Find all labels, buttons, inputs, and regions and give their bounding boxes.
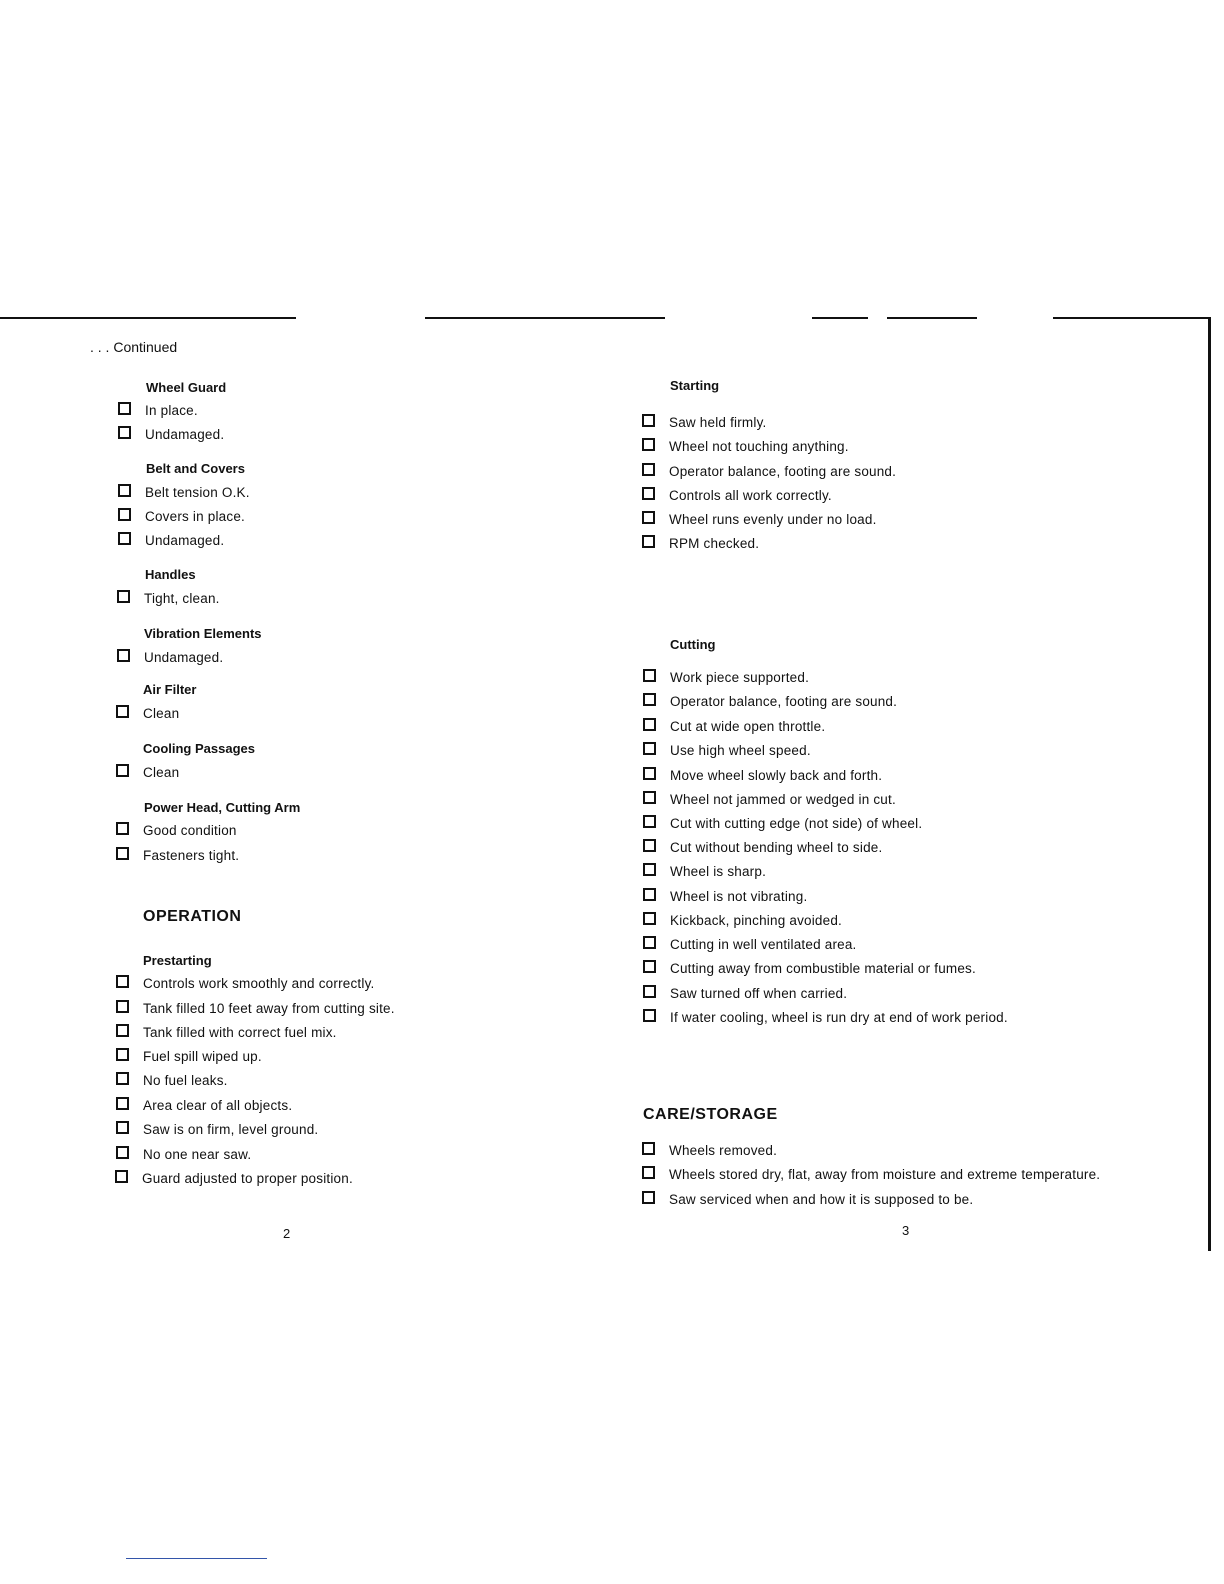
checkbox[interactable]	[116, 1048, 129, 1061]
checklist-item: Controls all work correctly.	[642, 488, 832, 503]
checklist-item: Wheel not touching anything.	[642, 439, 849, 454]
checklist-item: Clean	[116, 706, 179, 721]
checkbox[interactable]	[643, 985, 656, 998]
top-rule-1	[0, 317, 296, 319]
checkbox[interactable]	[643, 863, 656, 876]
checklist-item: Operator balance, footing are sound.	[642, 464, 896, 479]
heading-air-filter: Air Filter	[143, 682, 197, 697]
checkbox[interactable]	[118, 532, 131, 545]
heading-prestarting: Prestarting	[143, 953, 212, 968]
page-number-left: 2	[283, 1226, 291, 1241]
checklist-item: Covers in place.	[118, 509, 245, 524]
checkbox[interactable]	[643, 815, 656, 828]
checkbox[interactable]	[118, 508, 131, 521]
checklist-item: RPM checked.	[642, 536, 759, 551]
checkbox[interactable]	[643, 1009, 656, 1022]
section-operation: OPERATION	[143, 908, 242, 925]
checklist-item: Tight, clean.	[117, 591, 220, 606]
checklist-item: Move wheel slowly back and forth.	[643, 768, 882, 783]
checklist-item: No one near saw.	[116, 1147, 251, 1162]
top-rule-2	[425, 317, 665, 319]
checkbox[interactable]	[115, 1170, 128, 1183]
checkbox[interactable]	[118, 426, 131, 439]
checklist-item: Cut with cutting edge (not side) of wheel.	[643, 816, 922, 831]
checkbox[interactable]	[643, 888, 656, 901]
checkbox[interactable]	[116, 1097, 129, 1110]
checkbox[interactable]	[643, 767, 656, 780]
checklist-item: Kickback, pinching avoided.	[643, 913, 842, 928]
checklist-item: Operator balance, footing are sound.	[643, 694, 897, 709]
heading-belt-covers: Belt and Covers	[146, 461, 245, 476]
checklist-item: Clean	[116, 765, 179, 780]
checklist-item: Fuel spill wiped up.	[116, 1049, 262, 1064]
checklist-item: Fasteners tight.	[116, 848, 239, 863]
checkbox[interactable]	[116, 1000, 129, 1013]
continued-label: . . . Continued	[90, 339, 178, 355]
top-rule-3	[812, 317, 868, 319]
heading-wheel-guard: Wheel Guard	[146, 380, 227, 395]
checkbox[interactable]	[116, 822, 129, 835]
checklist-item: Undamaged.	[117, 650, 223, 665]
checkbox[interactable]	[642, 1142, 655, 1155]
top-rule-5	[1053, 317, 1211, 319]
checkbox[interactable]	[643, 839, 656, 852]
checkbox[interactable]	[643, 936, 656, 949]
checkbox[interactable]	[643, 912, 656, 925]
checklist-item: Cutting in well ventilated area.	[643, 937, 857, 952]
checkbox[interactable]	[116, 1121, 129, 1134]
checkbox[interactable]	[642, 414, 655, 427]
heading-starting: Starting	[670, 378, 720, 393]
checkbox[interactable]	[116, 1072, 129, 1085]
checklist-item: Wheels removed.	[642, 1143, 777, 1158]
checklist-item: No fuel leaks.	[116, 1073, 228, 1088]
checklist-item: Saw turned off when carried.	[643, 986, 847, 1001]
checklist-item: Undamaged.	[118, 427, 224, 442]
checklist-item: Saw held firmly.	[642, 415, 766, 430]
checkbox[interactable]	[116, 705, 129, 718]
checkbox[interactable]	[117, 649, 130, 662]
checklist-item: Tank filled with correct fuel mix.	[116, 1025, 337, 1040]
checkbox[interactable]	[643, 960, 656, 973]
checkbox[interactable]	[642, 535, 655, 548]
checkbox[interactable]	[116, 1146, 129, 1159]
checkbox[interactable]	[643, 791, 656, 804]
checkbox[interactable]	[116, 847, 129, 860]
checkbox[interactable]	[117, 590, 130, 603]
checklist-item: Wheel is sharp.	[643, 864, 766, 879]
checkbox[interactable]	[643, 693, 656, 706]
checklist-item: In place.	[118, 403, 198, 418]
checklist-item: Cut at wide open throttle.	[643, 719, 825, 734]
checklist-item: Saw is on firm, level ground.	[116, 1122, 318, 1137]
footer-line	[126, 1558, 267, 1559]
heading-handles: Handles	[145, 567, 196, 582]
heading-power-head: Power Head, Cutting Arm	[144, 800, 301, 815]
checkbox[interactable]	[116, 1024, 129, 1037]
heading-cutting: Cutting	[670, 637, 716, 652]
checkbox[interactable]	[116, 975, 129, 988]
heading-vibration: Vibration Elements	[144, 626, 262, 641]
checklist-item: Controls work smoothly and correctly.	[116, 976, 374, 991]
checklist-item: Area clear of all objects.	[116, 1098, 292, 1113]
checkbox[interactable]	[118, 484, 131, 497]
top-rule-4	[887, 317, 977, 319]
checkbox[interactable]	[116, 764, 129, 777]
checklist-item: Belt tension O.K.	[118, 485, 250, 500]
checkbox[interactable]	[643, 669, 656, 682]
checklist-item: Wheel is not vibrating.	[643, 889, 807, 904]
checklist-item: Tank filled 10 feet away from cutting site.	[116, 1001, 395, 1016]
checklist-item: Guard adjusted to proper position.	[115, 1171, 353, 1186]
checkbox[interactable]	[643, 718, 656, 731]
checklist-item: Wheels stored dry, flat, away from moisture and extreme temperature.	[642, 1167, 1100, 1182]
checklist-item: Use high wheel speed.	[643, 743, 811, 758]
checkbox[interactable]	[642, 511, 655, 524]
heading-cooling: Cooling Passages	[143, 741, 255, 756]
checklist-item: Saw serviced when and how it is supposed to be.	[642, 1192, 973, 1207]
checklist-item: Cutting away from combustible material or fumes.	[643, 961, 976, 976]
checkbox[interactable]	[642, 1191, 655, 1204]
checklist-item: Undamaged.	[118, 533, 224, 548]
checkbox[interactable]	[642, 438, 655, 451]
right-edge-rule	[1208, 317, 1211, 1251]
checkbox[interactable]	[642, 1166, 655, 1179]
section-care-storage: CARE/STORAGE	[643, 1106, 778, 1123]
checklist-item: Cut without bending wheel to side.	[643, 840, 882, 855]
checklist-item: Good condition	[116, 823, 237, 838]
checkbox[interactable]	[642, 487, 655, 500]
page-number-right: 3	[902, 1223, 910, 1238]
checklist-item: Work piece supported.	[643, 670, 809, 685]
checklist-item: Wheel not jammed or wedged in cut.	[643, 792, 896, 807]
checkbox[interactable]	[118, 402, 131, 415]
checkbox[interactable]	[642, 463, 655, 476]
checklist-item: If water cooling, wheel is run dry at end of work period.	[643, 1010, 1008, 1025]
checkbox[interactable]	[643, 742, 656, 755]
checklist-item: Wheel runs evenly under no load.	[642, 512, 877, 527]
